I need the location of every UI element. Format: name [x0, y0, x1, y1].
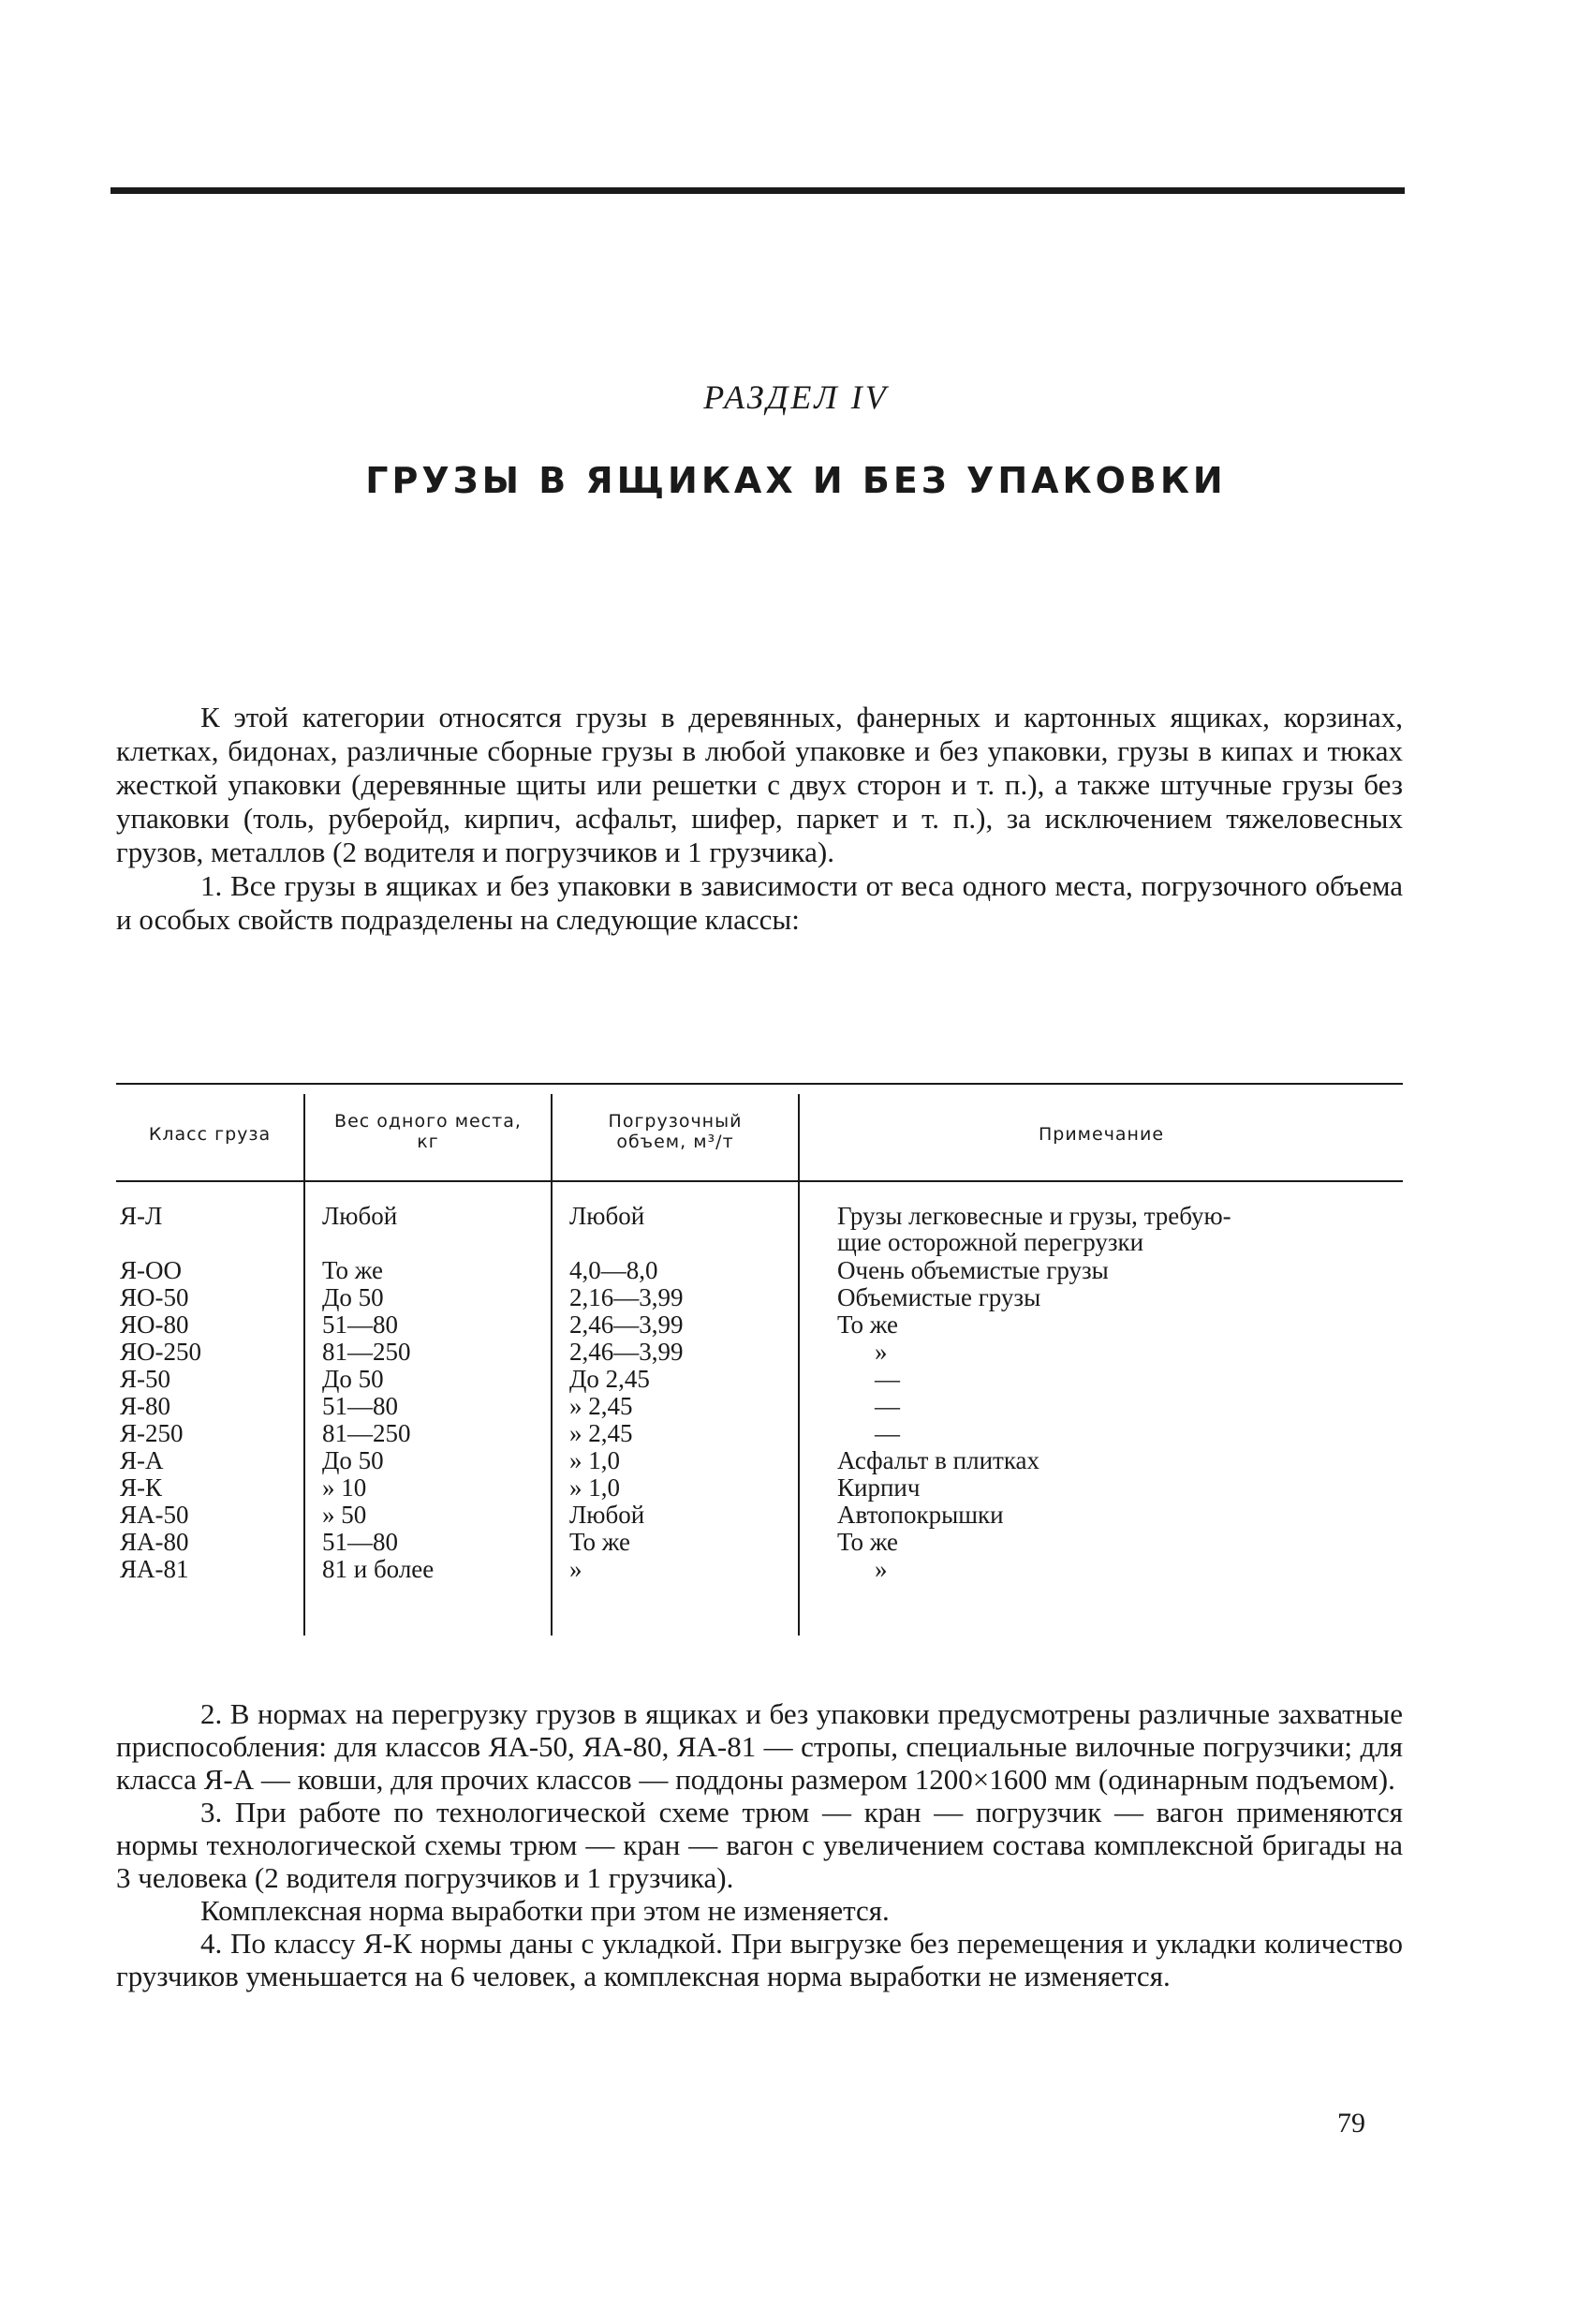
cell-weight: То же	[322, 1256, 383, 1284]
table-column-divider	[551, 1094, 553, 1636]
intro-paragraph-2: 1. Все грузы в ящиках и без упаковки в зависимости от веса одного места, погрузочного объема и особых свойств подразделены на следующие классы:	[116, 869, 1403, 936]
section-label: РАЗДЕЛ IV	[703, 378, 889, 416]
intro-text	[116, 701, 1403, 937]
cell-class: ЯА-80	[120, 1528, 189, 1556]
cell-note: —	[875, 1392, 900, 1420]
table-column-divider	[798, 1094, 800, 1636]
cell-class: Я-250	[120, 1419, 184, 1447]
section-title: ГРУЗЫ В ЯЩИКАХ И БЕЗ УПАКОВКИ	[365, 460, 1227, 501]
cell-class: ЯО-50	[120, 1283, 189, 1311]
cell-volume: 4,0—8,0	[569, 1256, 658, 1284]
cell-class: Я-А	[120, 1446, 164, 1474]
column-class	[120, 1203, 201, 1583]
cell-class: ЯА-81	[120, 1555, 189, 1583]
cell-volume: » 1,0	[569, 1473, 620, 1502]
header-volume-line2: объем, м³/т	[616, 1132, 734, 1152]
paragraph-4: 4. По классу Я-К нормы даны с укладкой. При выгрузке без перемещения и укладки количество грузчиков уменьшается на 6 человек, а комплексная норма выработки не изменяется.	[116, 1927, 1403, 1992]
cell-class: ЯО-80	[120, 1310, 189, 1339]
cell-weight: » 10	[322, 1473, 367, 1502]
column-note	[837, 1203, 1399, 1583]
cell-class: Я-К	[120, 1473, 163, 1502]
intro-paragraph-1: К этой категории относятся грузы в деревянных, фанерных и картонных ящиках, корзинах, клетках, бидонах, различные сборные грузы в любой упаковке и без упаковки, грузы в кипах и тюках жесткой упаковки (деревянные щиты или решетки с двух сторон и т. п.), а также штучные грузы без упаковки (толь, руберойд, кирпич, асфальт, шифер, паркет и т. п.), за исключением тяжеловесных грузов, металлов (2 водителя и погрузчиков и 1 грузчика).	[116, 701, 1403, 868]
cell-weight: 81—250	[322, 1338, 411, 1366]
cell-volume: » 2,45	[569, 1392, 633, 1420]
cell-class: Я-ОО	[120, 1256, 182, 1284]
cell-note: —	[875, 1365, 900, 1393]
table-column-divider	[303, 1094, 305, 1636]
cell-note: —	[875, 1419, 900, 1447]
cell-volume: »	[569, 1555, 582, 1583]
cell-note: То же	[837, 1310, 898, 1339]
cell-note: Очень объемистые грузы	[837, 1256, 1109, 1284]
cell-note: То же	[837, 1528, 898, 1556]
paragraph-3: 3. При работе по технологической схеме трюм — кран — погрузчик — вагон применяются нормы технологической схемы трюм — кран — вагон с увеличением состава комплексной бригады на 3 человека (2 водителя погрузчиков и 1 грузчика).	[116, 1796, 1403, 1894]
header-class: Класс груза	[148, 1124, 272, 1145]
column-volume	[569, 1203, 684, 1583]
top-rule	[111, 187, 1405, 194]
cell-volume: До 2,45	[569, 1365, 650, 1393]
cell-weight: 81—250	[322, 1419, 411, 1447]
header-volume	[553, 1111, 798, 1152]
cell-note-line2: щие осторожной перегрузки	[837, 1228, 1144, 1256]
cell-volume: То же	[569, 1528, 630, 1556]
cell-weight: До 50	[322, 1446, 384, 1474]
column-weight	[322, 1203, 434, 1583]
cell-note: Асфальт в плитках	[837, 1446, 1040, 1474]
header-weight-line1: Вес одного места,	[334, 1111, 522, 1132]
cell-class: Я-50	[120, 1365, 170, 1393]
header-note: Примечание	[1038, 1124, 1165, 1145]
cell-weight: 51—80	[322, 1528, 398, 1556]
cell-volume: Любой	[569, 1202, 645, 1230]
cell-weight: Любой	[322, 1202, 398, 1230]
cell-volume: 2,46—3,99	[569, 1338, 684, 1366]
cell-weight: » 50	[322, 1501, 367, 1529]
body-text	[116, 1697, 1403, 1992]
cell-note: Объемистые грузы	[837, 1283, 1041, 1311]
cell-volume: Любой	[569, 1501, 645, 1529]
cargo-classes-table	[116, 1083, 1403, 1645]
cell-volume: 2,16—3,99	[569, 1283, 684, 1311]
cell-note: Кирпич	[837, 1473, 921, 1502]
cell-class: ЯА-50	[120, 1501, 189, 1529]
cell-weight: 51—80	[322, 1310, 398, 1339]
table-header-rule	[116, 1180, 1403, 1182]
cell-note: »	[875, 1555, 888, 1583]
cell-volume: 2,46—3,99	[569, 1310, 684, 1339]
cell-note: »	[875, 1338, 888, 1366]
cell-weight: До 50	[322, 1283, 384, 1311]
paragraph-2: 2. В нормах на перегрузку грузов в ящиках и без упаковки предусмотрены различные захватные приспособления: для классов ЯА-50, ЯА-80, ЯА-81 — стропы, специальные вилочные погрузчики; для класса Я-А — ковши, для прочих классов — поддоны размером 1200×1600 мм (одинарным подъемом).	[116, 1697, 1403, 1796]
cell-volume: » 2,45	[569, 1419, 633, 1447]
table-top-rule	[116, 1083, 1403, 1085]
cell-note: Автопокрышки	[837, 1501, 1004, 1529]
cell-note-line1: Грузы легковесные и грузы, требую-	[837, 1202, 1231, 1230]
cell-volume: » 1,0	[569, 1446, 620, 1474]
page-number: 79	[1337, 2108, 1365, 2139]
cell-class: Я-80	[120, 1392, 170, 1420]
cell-class: ЯО-250	[120, 1338, 201, 1366]
header-weight	[305, 1111, 551, 1152]
cell-note	[837, 1203, 1399, 1257]
header-volume-line1: Погрузочный	[608, 1111, 743, 1132]
cell-weight: 51—80	[322, 1392, 398, 1420]
cell-class: Я-Л	[120, 1202, 163, 1230]
paragraph-3-note: Комплексная норма выработки при этом не изменяется.	[200, 1894, 890, 1927]
cell-weight: До 50	[322, 1365, 384, 1393]
header-weight-line2: кг	[417, 1132, 439, 1152]
cell-weight: 81 и более	[322, 1555, 435, 1583]
